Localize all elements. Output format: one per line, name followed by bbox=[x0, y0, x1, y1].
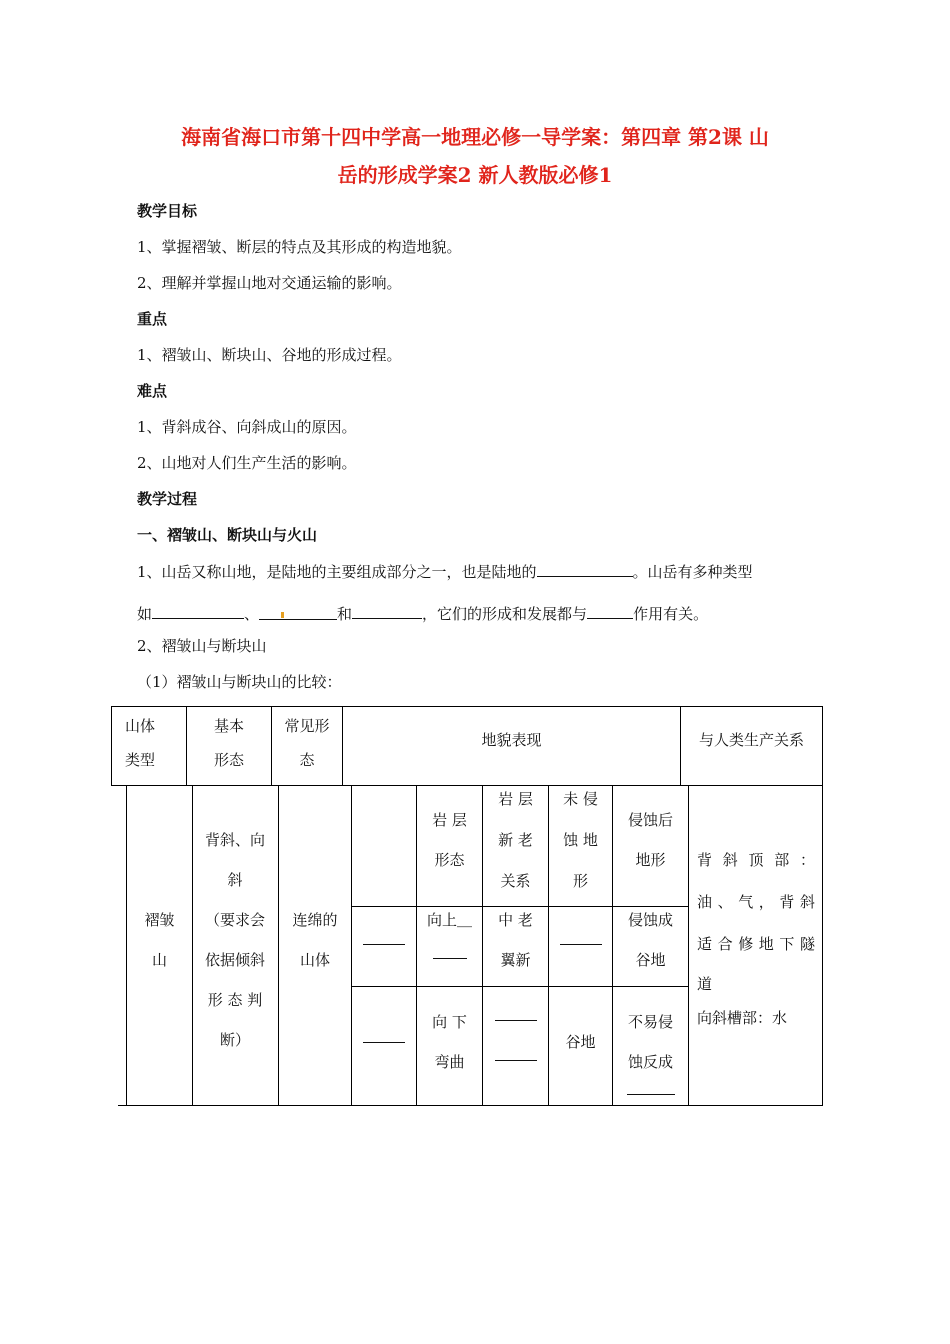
document-title-line1: 海南省海口市第十四中学高一地理必修一导学案：第四章 第2课 山 bbox=[181, 125, 769, 149]
row-shape-line: 形 态 判 bbox=[207, 991, 263, 1009]
paragraph-text: 如 bbox=[137, 605, 153, 623]
subhead-age-line2: 新 老 bbox=[498, 831, 533, 849]
r2-layer-line2: 弯曲 bbox=[434, 1053, 465, 1071]
relation-line: 背 斜 顶 部 ： bbox=[697, 851, 815, 869]
goal-item: 2、理解并掌握山地对交通运输的影响。 bbox=[137, 274, 402, 292]
r2-uneroded: 谷地 bbox=[565, 1033, 596, 1051]
header-type-line2: 类型 bbox=[124, 751, 155, 769]
subhead-uneroded-line2: 蚀 地 bbox=[563, 831, 598, 849]
r1-eroded-line2: 谷地 bbox=[635, 951, 666, 969]
fill-blank[interactable] bbox=[587, 603, 633, 619]
subsection-subheading: （1）褶皱山与断块山的比较： bbox=[137, 673, 342, 691]
header-shape-line2: 形态 bbox=[213, 751, 244, 769]
row-type-line2: 山 bbox=[151, 951, 167, 969]
r2-eroded-line2: 蚀反成 bbox=[627, 1053, 673, 1071]
blank-cell[interactable] bbox=[352, 1024, 416, 1064]
subsection-heading: 2、褶皱山与断块山 bbox=[137, 637, 267, 655]
subhead-uneroded-line1: 未 侵 bbox=[563, 790, 598, 808]
relation-line: 适 合 修 地 下 隧 bbox=[697, 935, 815, 953]
blank-cell[interactable] bbox=[483, 1042, 548, 1082]
paragraph-line2 bbox=[137, 603, 708, 624]
header-shape-line1: 基本 bbox=[213, 717, 244, 735]
difficulties-heading: 难点 bbox=[137, 382, 168, 400]
r1-age-line2: 翼新 bbox=[500, 951, 531, 969]
key-point-item: 1、褶皱山、断块山、谷地的形成过程。 bbox=[137, 346, 402, 364]
fill-blank[interactable] bbox=[152, 603, 244, 619]
blank-cell[interactable] bbox=[549, 926, 612, 966]
process-heading: 教学过程 bbox=[137, 490, 198, 508]
row-shape-line: （要求会 bbox=[204, 911, 265, 929]
header-landform: 地貌表现 bbox=[481, 731, 542, 749]
row-common-line1: 连绵的 bbox=[292, 911, 338, 929]
blank-cell[interactable] bbox=[417, 940, 482, 980]
ink-dot bbox=[281, 612, 284, 618]
header-common-line1: 常见形 bbox=[284, 717, 330, 735]
difficulty-item: 1、背斜成谷、向斜成山的原因。 bbox=[137, 418, 357, 436]
subhead-layer-line1: 岩 层 bbox=[432, 811, 467, 829]
fill-blank[interactable] bbox=[259, 604, 337, 620]
subhead-eroded-line1: 侵蚀后 bbox=[627, 811, 673, 829]
header-type-line1: 山体 bbox=[124, 717, 155, 735]
row-common-line2: 山体 bbox=[299, 951, 330, 969]
key-points-heading: 重点 bbox=[137, 310, 168, 328]
r2-eroded-line1: 不易侵 bbox=[627, 1013, 673, 1031]
paragraph-text: 。山岳有多种类型 bbox=[632, 563, 753, 581]
fill-blank[interactable] bbox=[537, 561, 633, 577]
row-shape-line: 断） bbox=[219, 1031, 250, 1049]
header-relation: 与人类生产关系 bbox=[698, 731, 804, 749]
relation-line: 向斜槽部：水 bbox=[697, 1009, 788, 1027]
relation-line: 油 、 气 ， 背 斜 bbox=[697, 893, 815, 911]
section-heading: 一、褶皱山、断块山与火山 bbox=[137, 526, 318, 544]
paragraph-text: 和 bbox=[337, 605, 353, 623]
header-common-line2: 态 bbox=[299, 751, 315, 769]
subhead-eroded-line2: 地形 bbox=[635, 851, 666, 869]
r1-layer: 向上＿ bbox=[426, 911, 472, 929]
goals-heading: 教学目标 bbox=[137, 202, 198, 220]
subhead-layer-line2: 形态 bbox=[434, 851, 465, 869]
comparison-table bbox=[111, 706, 823, 1106]
paragraph-text: 作用有关。 bbox=[633, 605, 709, 623]
r1-age-line1: 中 老 bbox=[498, 911, 533, 929]
row-shape-line: 斜 bbox=[227, 871, 243, 889]
subhead-age-line3: 关系 bbox=[500, 872, 531, 890]
paragraph-line1 bbox=[137, 561, 753, 582]
row-shape-line: 背斜、向 bbox=[204, 831, 265, 849]
difficulty-item: 2、山地对人们生产生活的影响。 bbox=[137, 454, 357, 472]
goal-item: 1、掌握褶皱、断层的特点及其形成的构造地貌。 bbox=[137, 238, 462, 256]
document-title-line2: 岳的形成学案2 新人教版必修1 bbox=[337, 163, 613, 187]
relation-line: 道 bbox=[697, 975, 713, 993]
paragraph-text: ，它们的形成和发展都与 bbox=[422, 605, 588, 623]
blank-cell[interactable] bbox=[483, 1002, 548, 1042]
fill-blank[interactable] bbox=[352, 603, 422, 619]
subhead-age-line1: 岩 层 bbox=[498, 790, 533, 808]
blank-cell[interactable] bbox=[352, 926, 416, 966]
paragraph-text: 1、山岳又称山地，是陆地的主要组成部分之一，也是陆地的 bbox=[137, 563, 537, 581]
row-type-line1: 褶皱 bbox=[144, 911, 175, 929]
r2-layer-line1: 向 下 bbox=[432, 1013, 467, 1031]
paragraph-text: 、 bbox=[244, 605, 260, 623]
subhead-uneroded-line3: 形 bbox=[572, 872, 588, 890]
row-shape-line: 依据倾斜 bbox=[204, 951, 265, 969]
blank-cell[interactable] bbox=[613, 1082, 688, 1098]
r1-eroded-line1: 侵蚀成 bbox=[627, 911, 673, 929]
